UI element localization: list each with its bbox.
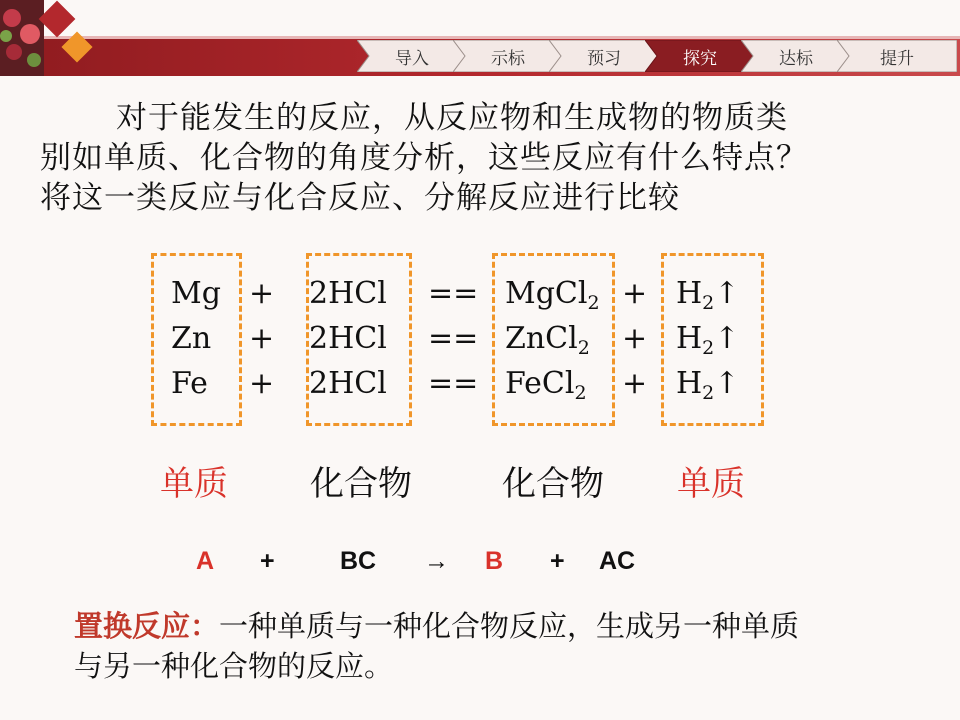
up-arrow-icon: ↑ bbox=[714, 366, 740, 401]
gas: $H_2↑$ bbox=[676, 366, 740, 404]
equals-sign: == bbox=[428, 366, 479, 401]
tab-explore[interactable] bbox=[645, 40, 755, 72]
intro-paragraph bbox=[40, 98, 940, 218]
plus-sign: + bbox=[249, 366, 275, 401]
definition-text: 与另一种化合物的反应。 bbox=[74, 649, 394, 683]
definition bbox=[74, 606, 914, 686]
general-bc: BC bbox=[340, 547, 377, 575]
tab-label: 达标 bbox=[779, 48, 813, 69]
definition-text: 一种单质与一种化合物反应，生成另一种单质 bbox=[219, 609, 800, 643]
metal: Fe bbox=[171, 366, 208, 401]
intro-line: 对于能发生的反应，从反应物和生成物的物质类 bbox=[116, 100, 788, 136]
tab-label: 提升 bbox=[880, 48, 914, 69]
tab-improve[interactable] bbox=[837, 40, 957, 72]
class-label-element: 单质 bbox=[677, 464, 745, 504]
tab-label: 导入 bbox=[395, 48, 429, 69]
tab-intro[interactable] bbox=[357, 40, 467, 72]
intro-line: 别如单质、化合物的角度分析，这些反应有什么特点？ bbox=[40, 140, 808, 176]
intro-line: 将这一类反应与化合反应、分解反应进行比较 bbox=[40, 180, 680, 216]
class-label-compound: 化合物 bbox=[502, 464, 604, 504]
class-label-element: 单质 bbox=[160, 464, 228, 504]
general-a: A bbox=[196, 547, 215, 575]
acid: 2HCl bbox=[309, 321, 387, 356]
acid: 2HCl bbox=[309, 366, 387, 401]
definition-term: 置换反应： bbox=[74, 609, 220, 643]
tab-preview[interactable] bbox=[549, 40, 659, 72]
up-arrow-icon: ↑ bbox=[714, 321, 740, 356]
plus-sign: + bbox=[260, 547, 275, 575]
salt: ZnCl$_2$ bbox=[505, 321, 590, 359]
class-label-compound: 化合物 bbox=[310, 464, 412, 504]
general-ac: AC bbox=[599, 547, 636, 575]
plus-sign: + bbox=[622, 366, 648, 401]
equals-sign: == bbox=[428, 321, 479, 356]
plus-sign: + bbox=[249, 276, 275, 311]
plus-sign: + bbox=[550, 547, 565, 575]
tab-label: 示标 bbox=[491, 48, 525, 69]
gas: $H_2↑$ bbox=[676, 321, 740, 359]
acid: 2HCl bbox=[309, 276, 387, 311]
gas: $H_2↑$ bbox=[676, 276, 740, 314]
tab-objectives[interactable] bbox=[453, 40, 563, 72]
plus-sign: + bbox=[622, 276, 648, 311]
right-arrow-icon: → bbox=[424, 547, 449, 575]
nav-tabs bbox=[357, 40, 960, 72]
equals-sign: == bbox=[428, 276, 479, 311]
tab-label: 探究 bbox=[683, 48, 717, 69]
tab-label: 预习 bbox=[587, 48, 621, 69]
salt: MgCl$_2$ bbox=[505, 276, 600, 314]
metal: Mg bbox=[171, 276, 221, 311]
metal: Zn bbox=[171, 321, 212, 356]
general-b: B bbox=[485, 547, 504, 575]
plus-sign: + bbox=[249, 321, 275, 356]
salt: FeCl$_2$ bbox=[505, 366, 587, 404]
tab-assess[interactable] bbox=[741, 40, 851, 72]
up-arrow-icon: ↑ bbox=[714, 276, 740, 311]
diamond-decoration bbox=[39, 1, 76, 38]
plus-sign: + bbox=[622, 321, 648, 356]
